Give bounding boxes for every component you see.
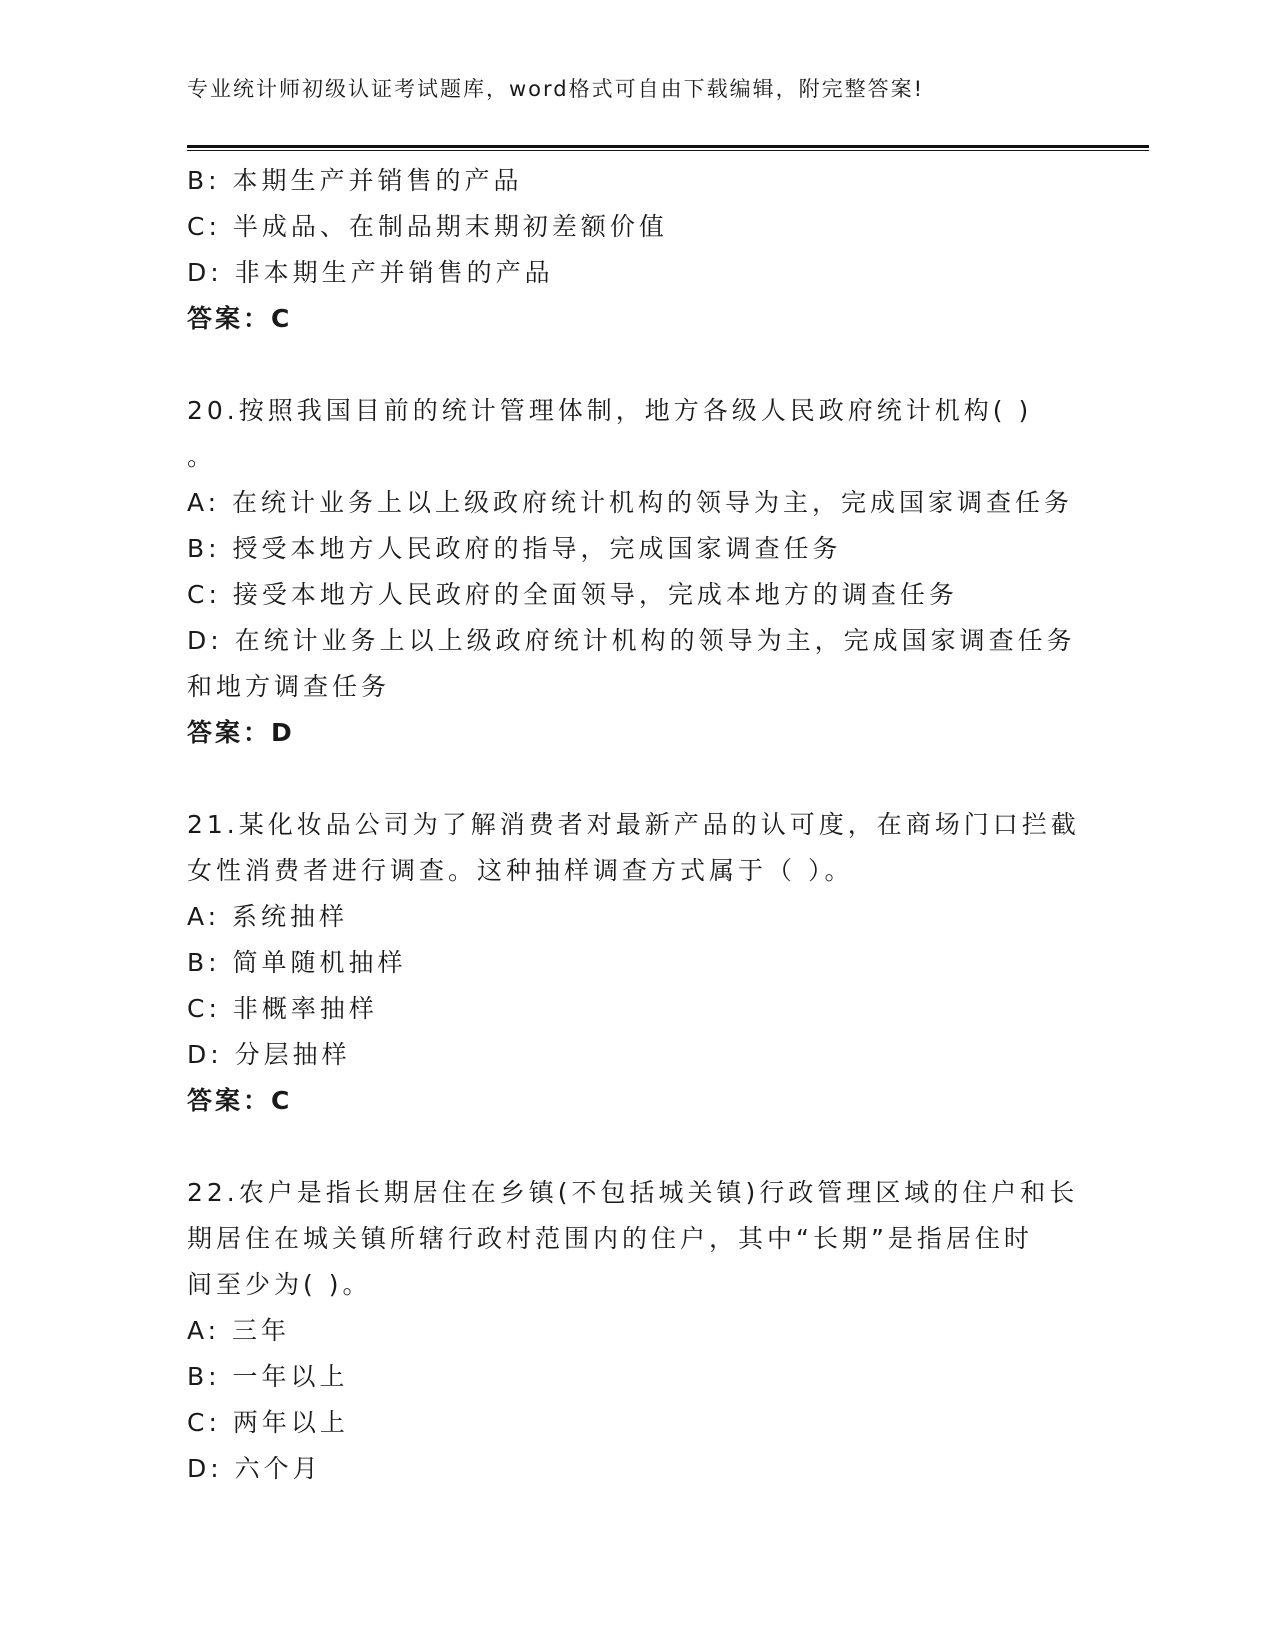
option-c: C: 半成品、在制品期末期初差额价值: [187, 212, 668, 241]
option-a: A: 三年: [187, 1316, 291, 1345]
option-d: D: 在统计业务上以上级政府统计机构的领导为主，完成国家调查任务: [187, 626, 1076, 655]
prev-question: [187, 158, 1087, 342]
answer: 答案：C: [187, 1086, 293, 1115]
spacer: [187, 342, 1087, 388]
option-a: A: 在统计业务上以上级政府统计机构的领导为主，完成国家调查任务: [187, 488, 1074, 517]
option-d: D: 非本期生产并销售的产品: [187, 258, 554, 287]
option-c: C: 两年以上: [187, 1408, 349, 1437]
question-stem: 22.农户是指长期居住在乡镇(不包括城关镇)行政管理区域的住户和长: [187, 1178, 1079, 1207]
page-header: 专业统计师初级认证考试题库，word格式可自由下载编辑，附完整答案!: [187, 77, 925, 101]
option-a: A: 系统抽样: [187, 902, 349, 931]
question-20: [187, 388, 1087, 756]
option-c: C: 接受本地方人民政府的全面领导，完成本地方的调查任务: [187, 580, 958, 609]
spacer: [187, 756, 1087, 802]
question-stem-cont: 期居住在城关镇所辖行政村范围内的住户，其中“长期”是指居住时: [187, 1224, 1033, 1253]
option-b: B: 授受本地方人民政府的指导，完成国家调查任务: [187, 534, 842, 563]
option-c: C: 非概率抽样: [187, 994, 378, 1023]
option-b: B: 本期生产并销售的产品: [187, 166, 523, 195]
header-rule-thin: [187, 150, 1149, 151]
option-d-cont: 和地方调查任务: [187, 672, 391, 701]
question-stem-cont: 女性消费者进行调查。这种抽样调查方式属于（ ）。: [187, 856, 854, 885]
question-stem-cont: 间至少为( )。: [187, 1270, 372, 1299]
option-d: D: 分层抽样: [187, 1040, 351, 1069]
question-content: [187, 158, 1087, 1492]
question-stem-cont: 。: [187, 442, 217, 471]
question-21: [187, 802, 1087, 1124]
answer: 答案：C: [187, 304, 293, 333]
question-22: [187, 1170, 1087, 1492]
spacer: [187, 1124, 1087, 1170]
option-b: B: 简单随机抽样: [187, 948, 407, 977]
option-d: D: 六个月: [187, 1454, 322, 1483]
header-rule-thick: [187, 145, 1149, 148]
question-stem: 21.某化妆品公司为了解消费者对最新产品的认可度，在商场门口拦截: [187, 810, 1080, 839]
answer: 答案：D: [187, 718, 295, 747]
option-b: B: 一年以上: [187, 1362, 349, 1391]
question-stem: 20.按照我国目前的统计管理体制，地方各级人民政府统计机构( ): [187, 396, 1033, 425]
